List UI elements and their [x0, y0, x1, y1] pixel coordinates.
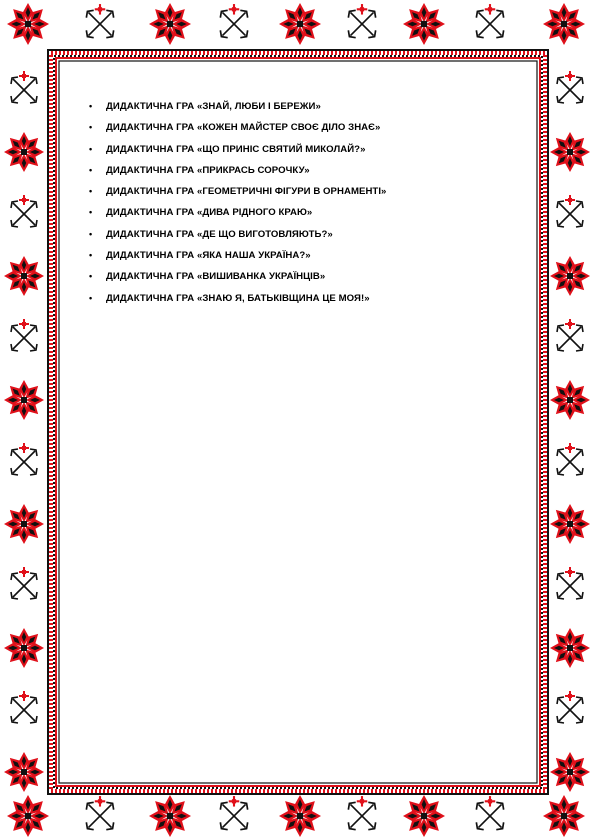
bullet-icon: •: [89, 122, 93, 133]
crossed-arrows-icon: [557, 71, 583, 103]
crossed-arrows-icon: [348, 4, 375, 38]
bullet-icon: •: [89, 186, 93, 197]
list-item: [86, 181, 526, 202]
star-flower-icon: [403, 3, 445, 45]
game-title: ДИДАКТИЧНА ГРА «ГЕОМЕТРИЧНІ ФІГУРИ В ОРНАМЕНТІ»: [106, 186, 387, 198]
game-title: ДИДАКТИЧНА ГРА «ЩО ПРИНІС СВЯТИЙ МИКОЛАЙ?»: [106, 143, 366, 155]
game-title: ДИДАКТИЧНА ГРА «ДЕ ЩО ВИГОТОВЛЯЮТЬ?»: [106, 228, 333, 240]
star-flower-icon: [550, 380, 590, 420]
list-item: [86, 224, 526, 245]
bullet-icon: •: [89, 164, 93, 175]
list-item: [86, 96, 526, 117]
star-flower-icon: [279, 3, 321, 45]
star-flower-icon: [4, 132, 44, 172]
crossed-arrows-icon: [557, 443, 583, 475]
star-flower-icon: [4, 628, 44, 668]
crossed-arrows-icon: [557, 567, 583, 599]
crossed-arrows-icon: [11, 691, 37, 723]
crossed-arrows-icon: [220, 796, 247, 830]
crossed-arrows-icon: [220, 4, 247, 38]
star-flower-icon: [543, 795, 585, 837]
star-flower-icon: [550, 504, 590, 544]
game-title: ДИДАКТИЧНА ГРА «ЗНАЙ, ЛЮБИ І БЕРЕЖИ»: [106, 101, 321, 112]
crossed-arrows-icon: [11, 567, 37, 599]
star-flower-icon: [550, 752, 590, 792]
star-flower-icon: [149, 795, 191, 837]
crossed-arrows-icon: [348, 796, 375, 830]
game-list: [86, 96, 526, 309]
star-flower-icon: [550, 256, 590, 296]
crossed-arrows-icon: [476, 796, 503, 830]
crossed-arrows-icon: [11, 71, 37, 103]
list-item: [86, 266, 526, 287]
bullet-icon: •: [89, 271, 93, 282]
star-flower-icon: [7, 3, 49, 45]
crossed-arrows-icon: [476, 4, 503, 38]
list-item: [86, 139, 526, 160]
star-flower-icon: [4, 752, 44, 792]
bullet-icon: •: [89, 228, 93, 239]
crossed-arrows-icon: [11, 319, 37, 351]
crossed-arrows-icon: [86, 4, 113, 38]
bullet-icon: •: [89, 207, 93, 218]
star-flower-icon: [4, 504, 44, 544]
star-flower-icon: [7, 795, 49, 837]
crossed-arrows-icon: [557, 319, 583, 351]
crossed-arrows-icon: [11, 195, 37, 227]
star-flower-icon: [543, 3, 585, 45]
game-title: ДИДАКТИЧНА ГРА «ВИШИВАНКА УКРАЇНЦІВ»: [106, 271, 326, 283]
star-flower-icon: [279, 795, 321, 837]
list-item: [86, 160, 526, 181]
star-flower-icon: [550, 628, 590, 668]
list-item: [86, 288, 526, 309]
bullet-icon: •: [89, 143, 93, 154]
star-flower-icon: [4, 380, 44, 420]
star-flower-icon: [550, 132, 590, 172]
list-item: [86, 117, 526, 138]
bullet-icon: •: [89, 292, 93, 303]
crossed-arrows-icon: [557, 691, 583, 723]
crossed-arrows-icon: [11, 443, 37, 475]
crossed-arrows-icon: [557, 195, 583, 227]
crossed-arrows-icon: [86, 796, 113, 830]
game-title: ДИДАКТИЧНА ГРА «ПРИКРАСЬ СОРОЧКУ»: [106, 164, 310, 176]
star-flower-icon: [149, 3, 191, 45]
game-title: ДИДАКТИЧНА ГРА «ЗНАЮ Я, БАТЬКІВЩИНА ЦЕ МОЯ!»: [106, 292, 370, 304]
list-item: [86, 202, 526, 223]
bullet-icon: •: [89, 250, 93, 261]
game-title: ДИДАКТИЧНА ГРА «КОЖЕН МАЙСТЕР СВОЄ ДІЛО ЗНАЄ»: [106, 122, 381, 134]
game-title: ДИДАКТИЧНА ГРА «ДИВА РІДНОГО КРАЮ»: [106, 207, 313, 219]
game-list-panel: [86, 96, 526, 309]
star-flower-icon: [403, 795, 445, 837]
star-flower-icon: [4, 256, 44, 296]
list-item: [86, 245, 526, 266]
game-title: ДИДАКТИЧНА ГРА «ЯКА НАША УКРАЇНА?»: [106, 250, 311, 262]
bullet-icon: •: [89, 101, 93, 111]
